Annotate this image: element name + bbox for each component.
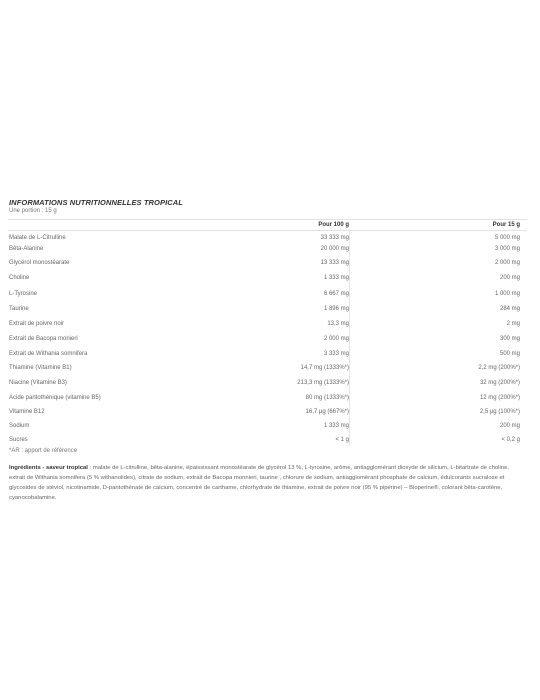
table-row (0, 365, 540, 379)
nutrient-label: Bêta-Alanine (9, 246, 44, 252)
table-row (0, 437, 540, 451)
value-per-15g: 284 mg (499, 306, 520, 312)
table-row (0, 409, 540, 423)
value-per-15g: 500 mg (499, 351, 520, 357)
value-per-15g: 300 mg (499, 336, 520, 342)
nutrient-label: Extrait de Bacopa monieri (9, 336, 78, 342)
table-row (0, 275, 540, 289)
value-per-15g: 200 mg (499, 275, 520, 281)
panel-title: INFORMATIONS NUTRITIONNELLES TROPICAL (9, 198, 183, 207)
value-per-100g: 20 000 mg (320, 246, 349, 252)
value-per-100g: 1 333 mg (323, 423, 349, 429)
nutrient-label: Extrait de poivre noir (9, 321, 65, 327)
value-per-100g: 6 667 mg (323, 291, 349, 297)
table-row (0, 260, 540, 274)
divider (8, 219, 527, 220)
table-row (0, 321, 540, 335)
value-per-15g: 12 mg (200%*) (479, 395, 520, 401)
nutrient-label: Choline (9, 275, 30, 281)
value-per-15g: 32 mg (200%*) (479, 380, 520, 386)
value-per-100g: 14,7 mg (1333%*) (300, 365, 349, 371)
ingredients-list: : malate de L-citrulline, bêta-alanine, épaississant monostéarate de glycérol 13 %, L-tyrosine, arôme, antiagglomérant dioxyde de silicium, L-bitartrate de choline, extrait de Withania somnifera (5 % withanolides), citrate de sodium, extrait de Bacopa monnieri, taurine , chlorure de sodium, antiagglomérant phosphate de calcium, édulcorants sucralose et glycosides de stéviol, nicotinamide, D-pantothénate de calcium, concentré de carthame, chlorhydrate de thiamine, extrait de poivre noir (95 % pipérine) – Bioperine®, colorant bêta-carotène, cyanocobalamine. (9, 465, 509, 501)
value-per-15g: 1 000 mg (494, 291, 520, 297)
reference-note: *AR : apport de référence (9, 448, 78, 454)
value-per-100g: 80 mg (1333%*) (305, 395, 349, 401)
ingredients-label: Ingrédients - saveur tropical (9, 465, 88, 471)
table-row (0, 336, 540, 350)
value-per-100g: 1 333 mg (323, 275, 349, 281)
value-per-100g: 33 333 mg (320, 235, 349, 241)
nutrient-label: Vitamine B12 (9, 409, 45, 415)
table-row (0, 380, 540, 394)
nutrient-label: Thiamine (Vitamine B1) (9, 365, 72, 371)
value-per-15g: < 0,2 g (501, 437, 520, 443)
nutrient-label: Niacine (Vitamine B3) (9, 380, 67, 386)
portion-size: Une portion : 15 g (9, 208, 57, 214)
value-per-15g: 2,5 µg (100%*) (479, 409, 520, 415)
value-per-100g: < 1 g (335, 437, 349, 443)
nutrient-label: L-Tyrosine (9, 291, 38, 297)
nutrient-label: Sucres (9, 437, 28, 443)
column-header-per-100g: Pour 100 g (318, 222, 349, 228)
table-row (0, 423, 540, 437)
value-per-15g: 2,2 mg (200%*) (478, 365, 520, 371)
nutrient-label: Sodium (9, 423, 30, 429)
value-per-100g: 2 000 mg (323, 336, 349, 342)
value-per-15g: 3 000 mg (494, 246, 520, 252)
table-row (0, 246, 540, 260)
divider (8, 230, 527, 231)
nutrient-label: Glycérol monostéarate (9, 260, 70, 266)
value-per-100g: 213,3 mg (1333%*) (297, 380, 349, 386)
table-row (0, 395, 540, 409)
value-per-100g: 13,3 mg (327, 321, 349, 327)
table-row (0, 306, 540, 320)
nutrient-label: Taurine (9, 306, 29, 312)
nutrient-label: Extrait de Withania somnifera (9, 351, 88, 357)
value-per-100g: 16,7 µg (667%*) (305, 409, 349, 415)
value-per-15g: 2 000 mg (494, 260, 520, 266)
value-per-15g: 5 000 mg (494, 235, 520, 241)
value-per-100g: 3 333 mg (323, 351, 349, 357)
value-per-15g: 200 mg (499, 423, 520, 429)
nutrient-label: Acide pantothénique (vitamine B5) (9, 395, 101, 401)
table-row (0, 291, 540, 305)
value-per-100g: 13 333 mg (320, 260, 349, 266)
nutrient-label: Malate de L-Citrulline (9, 235, 66, 241)
table-row (0, 351, 540, 365)
value-per-100g: 1 896 mg (323, 306, 349, 312)
value-per-15g: 2 mg (506, 321, 520, 327)
ingredients-text (9, 463, 524, 503)
column-header-per-15g: Pour 15 g (492, 222, 520, 228)
